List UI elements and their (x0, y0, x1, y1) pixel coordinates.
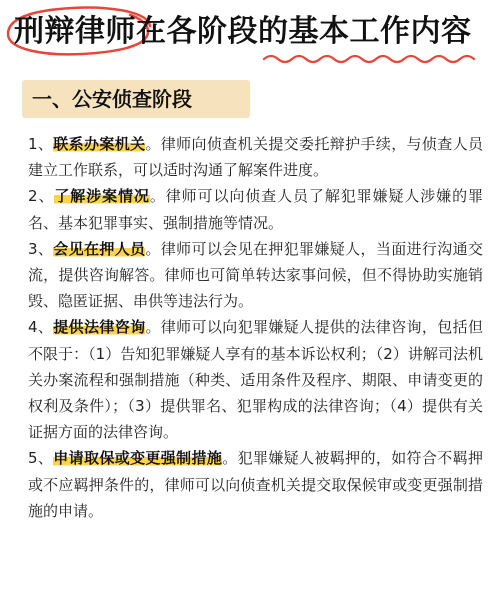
item-number: 1、 (28, 135, 54, 153)
title-area (0, 0, 500, 72)
item-number: 5、 (28, 449, 54, 468)
item-body: 。律师可以向犯罪嫌疑人提供的法律咨询，包括但不限于：（1）告知犯罪嫌疑人享有的基本诉讼权利；（2）讲解司法机关办案流程和强制措施（种类、适用条件及程序、期限、申请变更的权利及条件）；（3）提供罪名、犯罪构成的法律咨询；（4）提供有关证据方面的法律咨询。 (28, 318, 483, 442)
item-body: 。律师可以会见在押犯罪嫌疑人，当面进行沟通交流，提供咨询解答。律师也可简单转达家事问候，但不得协助实施销毁、隐匿证据、串供等违法行为。 (28, 239, 483, 311)
list-item (28, 183, 483, 235)
item-body: 。犯罪嫌疑人被羁押的，如符合不羁押或不应羁押条件的，律师可以向侦查机关提交取保候审或变更强制措施的申请。 (28, 449, 483, 520)
list-item (28, 131, 483, 183)
list-item (28, 314, 483, 445)
item-highlight: 提供法律咨询 (53, 318, 146, 337)
item-number: 3、 (28, 239, 54, 258)
item-body: 。律师向侦查机关提交委托辩护手续，与侦查人员建立工作联系，可以适时沟通了解案件进度。 (28, 135, 483, 180)
section-heading-box (22, 80, 250, 118)
section-heading: 一、公安侦查阶段 (32, 87, 192, 111)
item-body: 。律师可以向侦查人员了解犯罪嫌疑人涉嫌的罪名、基本犯罪事实、强制措施等情况。 (28, 187, 483, 232)
list-item (28, 236, 483, 315)
item-highlight: 会见在押人员 (53, 239, 146, 258)
item-highlight: 联系办案机关 (53, 135, 146, 153)
list-item (28, 445, 483, 524)
item-number: 4、 (28, 318, 54, 337)
page-title: 刑辩律师在各阶段的基本工作内容 (14, 14, 472, 49)
title-wave-underline (262, 52, 482, 66)
content-list (28, 131, 483, 524)
item-highlight: 申请取保或变更强制措施 (53, 449, 223, 468)
item-number: 2、 (28, 187, 55, 206)
item-highlight: 了解涉案情况 (54, 187, 150, 206)
